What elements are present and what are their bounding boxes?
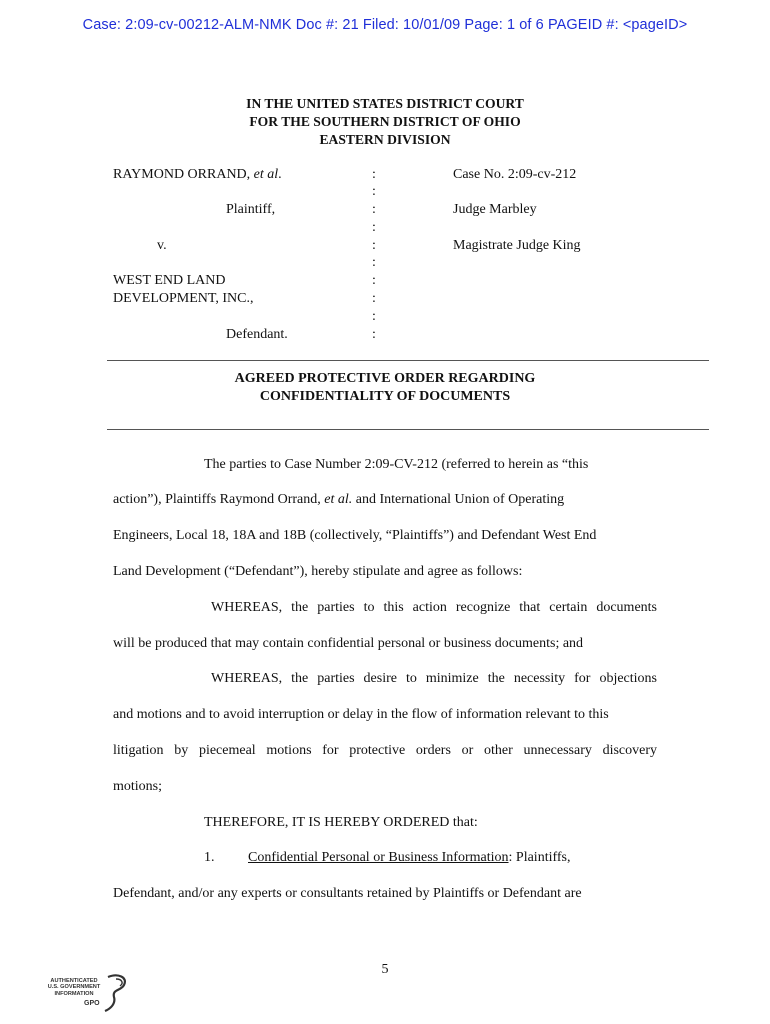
body-text: action”), Plaintiffs Raymond Orrand, [113, 492, 325, 507]
body-line: Engineers, Local 18, 18A and 18B (collectively, “Plaintiffs”) and Defendant West End [113, 528, 597, 543]
ordered-clause: THEREFORE, IT IS HEREBY ORDERED that: [204, 815, 478, 830]
body-etal: et al. [324, 492, 353, 507]
divider-top [107, 360, 709, 361]
body-line: WHEREAS, the parties to this action recognize that certain documents [211, 600, 657, 615]
body-line: Land Development (“Defendant”), hereby stipulate and agree as follows: [113, 564, 523, 579]
gpo-line: AUTHENTICATED [50, 978, 98, 984]
gpo-authentication-logo [44, 973, 134, 1013]
body-line: and motions and to avoid interruption or delay in the flow of information relevant to this [113, 707, 609, 722]
caption-colon: : [372, 291, 376, 306]
plaintiff-label: Plaintiff, [226, 202, 276, 217]
caption-colon: : [372, 238, 376, 253]
judge-name: Judge Marbley [453, 202, 537, 217]
filing-stamp: Case: 2:09-cv-00212-ALM-NMK Doc #: 21 Filed: 10/01/09 Page: 1 of 6 PAGEID #: <pageID> [82, 17, 688, 33]
court-heading [0, 95, 770, 149]
item-heading-line [248, 850, 571, 866]
body-line: litigation by piecemeal motions for protective orders or other unnecessary discovery [113, 743, 657, 758]
case-number: Case No. 2:09-cv-212 [453, 167, 577, 182]
versus: v. [157, 238, 167, 253]
court-line-2: FOR THE SOUTHERN DISTRICT OF OHIO [249, 114, 521, 129]
court-line-1: IN THE UNITED STATES DISTRICT COURT [246, 96, 524, 111]
plaintiff-name-text: RAYMOND ORRAND, [113, 167, 254, 182]
body-line: Defendant, and/or any experts or consultants retained by Plaintiffs or Defendant are [113, 886, 582, 901]
caption-colon: : [372, 167, 376, 182]
body-line: The parties to Case Number 2:09-CV-212 (referred to herein as “this [204, 457, 589, 472]
body-text: and International Union of Operating [352, 492, 565, 507]
plaintiff-name [113, 167, 282, 183]
caption-colon: : [372, 327, 376, 342]
defendant-name-line-2: DEVELOPMENT, INC., [113, 291, 254, 306]
gpo-line: INFORMATION [54, 990, 94, 997]
item-heading-rest: : Plaintiffs, [508, 850, 571, 865]
gpo-text [44, 978, 104, 997]
body-line: motions; [113, 779, 163, 794]
divider-bottom [107, 429, 709, 430]
title-line-2: CONFIDENTIALITY OF DOCUMENTS [259, 389, 511, 404]
body-line: WHEREAS, the parties desire to minimize the necessity for objections [211, 671, 657, 686]
court-line-3: EASTERN DIVISION [319, 132, 451, 147]
item-heading: Confidential Personal or Business Information [248, 850, 509, 865]
plaintiff-period: . [278, 167, 282, 182]
magistrate-judge-name: Magistrate Judge King [453, 238, 581, 253]
body-line [113, 492, 564, 508]
gpo-label: GPO [84, 1000, 100, 1007]
eagle-icon [102, 973, 132, 1013]
plaintiff-etal: et al [253, 167, 279, 182]
defendant-label: Defendant. [226, 327, 288, 342]
document-title [0, 370, 770, 406]
gpo-line: U.S. GOVERNMENT [47, 984, 101, 991]
defendant-name-line-1: WEST END LAND [113, 273, 226, 288]
item-number: 1. [204, 850, 215, 865]
caption-colon: : [372, 202, 376, 217]
caption-colon: : [372, 220, 376, 235]
caption-colon: : [372, 273, 376, 288]
caption-colon: : [372, 309, 376, 324]
body-line: will be produced that may contain confidential personal or business documents; and [113, 636, 584, 651]
page-number: 5 [381, 962, 389, 977]
caption-colon: : [372, 184, 376, 199]
title-line-1: AGREED PROTECTIVE ORDER REGARDING [234, 371, 536, 386]
caption-colon: : [372, 255, 376, 270]
